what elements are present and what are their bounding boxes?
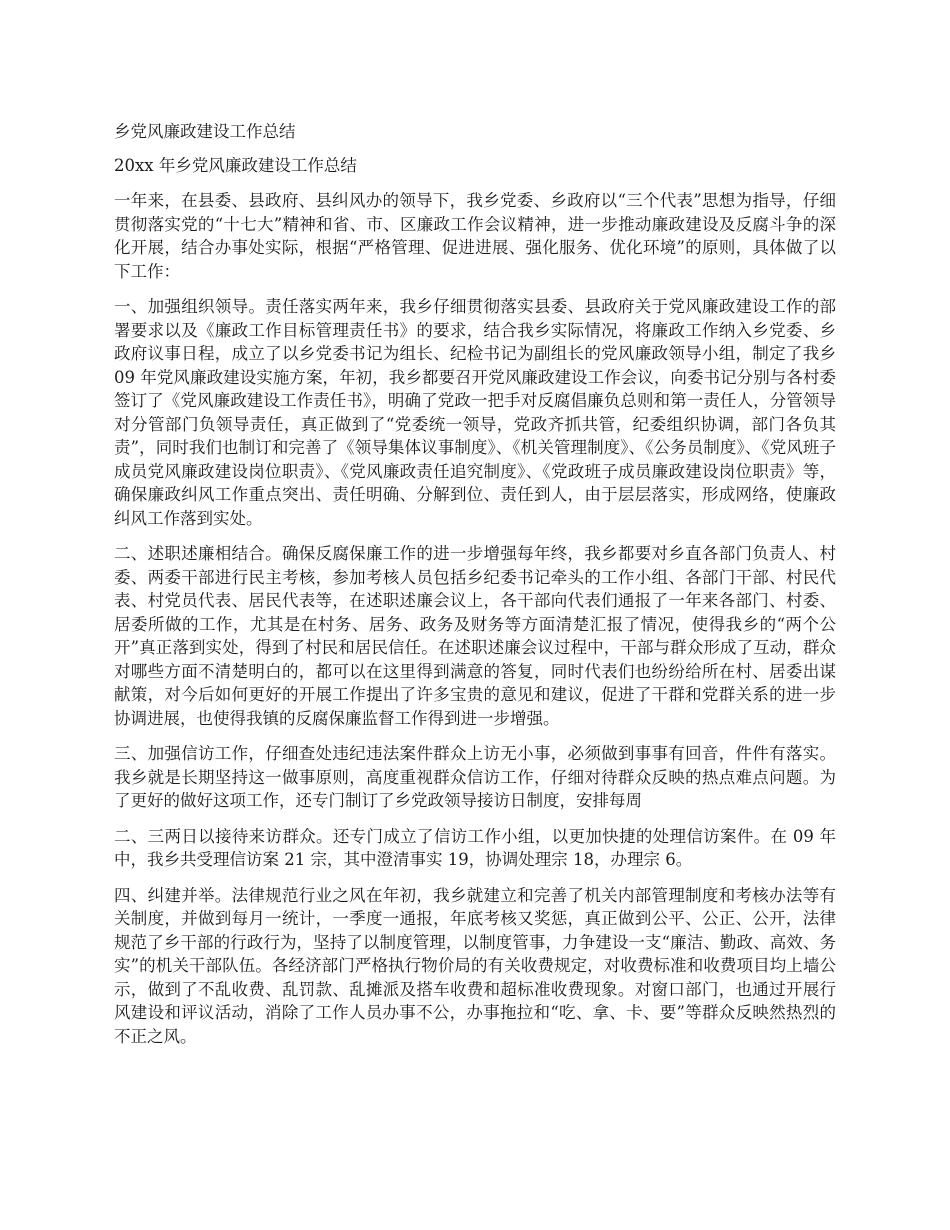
paragraph-petition-work: 三、加强信访工作，仔细查处违纪违法案件群众上访无小事，必须做到事事有回音，件件有落实。我乡就是长期坚持这一做事原则，高度重视群众信访工作，仔细对待群众反映的热点难点问题。为了更好的做好这项工作，还专门制订了乡党政领导接访日制度，安排每周 <box>114 744 836 810</box>
paragraph-intro: 一年来，在县委、县政府、县纠风办的领导下，我乡党委、乡政府以“三个代表”思想为指导，仔细贯彻落实党的“十七大”精神和省、市、区廉政工作会议精神，进一步推动廉政建设及反腐斗争的深化开展，结合办事处实际，根据“严格管理、促进进展、强化服务、优化环境”的原则，具体做了以下工作： <box>114 191 836 281</box>
paragraph-petition-stats: 二、三两日以接待来访群众。还专门成立了信访工作小组，以更加快捷的处理信访案件。在 09 年中，我乡共受理信访案 21 宗，其中澄清事实 19，协调处理宗 18，办理宗 6。 <box>114 826 836 869</box>
document-subtitle: 20xx 年乡党风廉政建设工作总结 <box>114 155 357 175</box>
document-page <box>114 120 836 1060</box>
paragraph-rectification: 四、纠建并举。法律规范行业之风在年初，我乡就建立和完善了机关内部管理制度和考核办法等有关制度，并做到每月一统计，一季度一通报，年底考核又奖惩，真正做到公平、公正、公开，法律规范了乡干部的行政行为，坚持了以制度管理，以制度管事，力争建设一支“廉洁、勤政、高效、务实”的机关干部队伍。各经济部门严格执行物价局的有关收费规定，对收费标准和收费项目均上墙公示，做到了不乱收费、乱罚款、乱摊派及搭车收费和超标准收费现象。对窗口部门，也通过开展行风建设和评议活动，消除了工作人员办事不公，办事拖拉和“吃、拿、卡、要”等群众反映然热烈的不正之风。 <box>114 885 836 1046</box>
paragraph-organization-leadership: 一、加强组织领导。责任落实两年来，我乡仔细贯彻落实县委、县政府关于党风廉政建设工作的部署要求以及《廉政工作目标管理责任书》的要求，结合我乡实际情况，将廉政工作纳入乡党委、乡政府议事日程，成立了以乡党委书记为组长、纪检书记为副组长的党风廉政领导小组，制定了我乡 09 年党风廉政建设实施方案，年初，我乡都要召开党风廉政建设工作会议，向委书记分别与各村委签订了《党风廉政建设工作责任书》，明确了党政一把手对反腐倡廉负总则和第一责任人，分管领导对分管部门负领导责任，真正做到了“党委统一领导，党政齐抓共管，纪委组织协调，部门各负其责”，同时我们也制订和完善了《领导集体议事制度》、《机关管理制度》、《公务员制度》、《党风班子成员党风廉政建设岗位职责》、《党风廉政责任追究制度》、《党政班子成员廉政建设岗位职责》等，确保廉政纠风工作重点突出、责任明确、分解到位、责任到人，由于层层落实，形成网络，使廉政纠风工作落到实处。 <box>114 297 836 528</box>
document-title: 乡党风廉政建设工作总结 <box>114 122 296 141</box>
paragraph-duty-reporting: 二、述职述廉相结合。确保反腐保廉工作的进一步增强每年终，我乡都要对乡直各部门负责人、村委、两委干部进行民主考核，参加考核人员包括乡纪委书记牵头的工作小组、各部门干部、村民代表、村党员代表、居民代表等，在述职述廉会议上，各干部向代表们通报了一年来各部门、村委、居委所做的工作，尤其是在村务、居务、政务及财务等方面清楚汇报了情况，使得我乡的“两个公开”真正落到实处，得到了村民和居民信任。在述职述廉会议过程中，干部与群众形成了互动，群众对哪些方面不清楚明白的，都可以在这里得到满意的答复，同时代表们也纷纷给所在村、居委出谋献策，对今后如何更好的开展工作提出了许多宝贵的意见和建议，促进了干群和党群关系的进一步协调进展，也使得我镇的反腐保廉监督工作得到进一步增强。 <box>114 544 836 728</box>
